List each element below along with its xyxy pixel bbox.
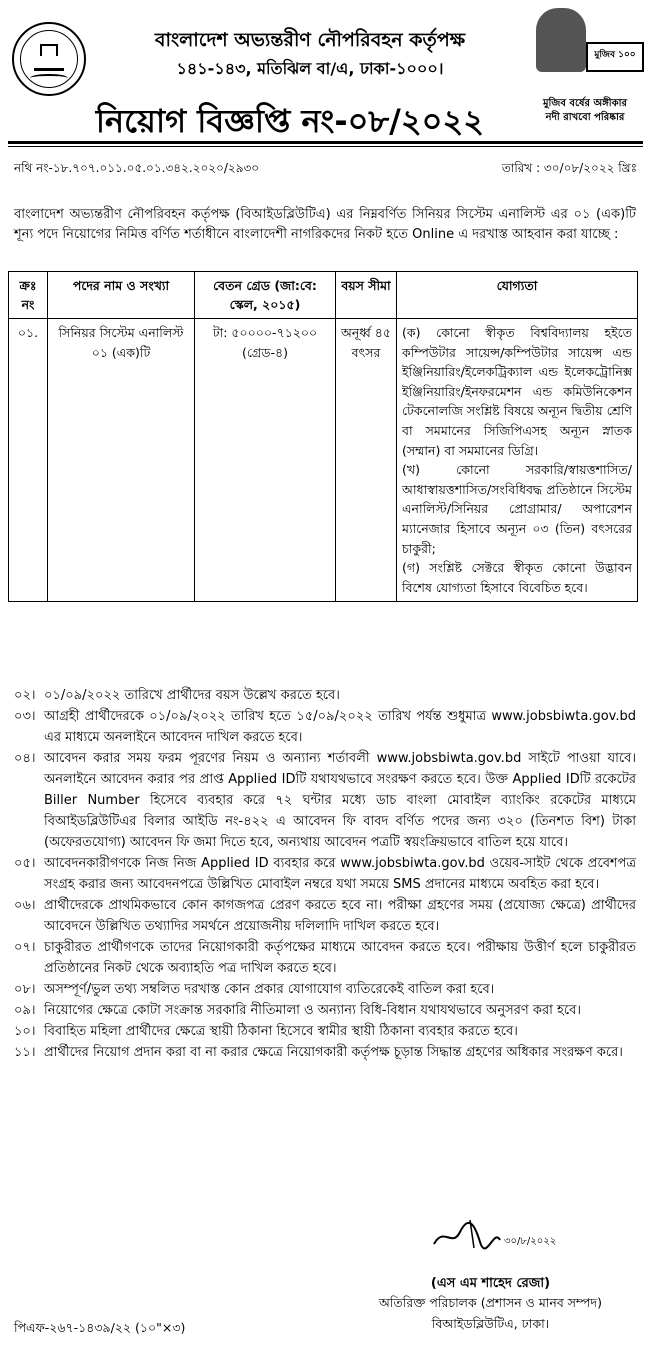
table-header-row [9, 272, 638, 319]
list-item [14, 979, 636, 1000]
wave-icon [30, 74, 68, 82]
list-item [14, 1021, 636, 1042]
cell-age: অনূর্ধ্ব ৪৫ বৎসর [336, 319, 397, 602]
list-item [14, 685, 636, 706]
item-number: ০৬। [14, 898, 36, 913]
item-text: অসম্পূর্ণ/ভুল তথ্য সম্বলিত দরখাস্ত কোন প্রকার যোগাযোগ ব্যতিরেকেই বাতিল করা হবে। [44, 982, 495, 997]
press-reference: পিএফ-২৬৭-১৪৩৯/২২ (১০"×৩) [14, 1320, 186, 1335]
cell-post: সিনিয়র সিস্টেম এনালিস্ট ০১ (এক)টি [48, 319, 195, 602]
qualification-b: (খ) কোনো সরকারি/স্বায়ত্তশাসিত/ আধাস্বায়ত্তশাসিত/সংবিধিবদ্ধ প্রতিষ্ঠানে সিস্টেম এনালিস্ট/সিনিয়র প্রোগ্রামার/ অপারেশন ম্যানেজার হিসাবে অন্যূন ০৩ (তিন) বৎসরের চাকুরী; [402, 462, 632, 556]
item-text: আবেদনকারীগণকে নিজ নিজ Applied ID ব্যবহার করে www.jobsbiwta.gov.bd ওয়েব-সাইট থেকে প্রবেশপত্র সংগ্রহ করার জন্য আবেদনপত্রে উল্লিখিত মোবাইল নম্বরে যথা সময়ে SMS প্রদানের মাধ্যমে অবহিত করা হবে। [44, 856, 636, 892]
header-age: বয়স সীমা [336, 272, 397, 319]
mujib-caption-1: মুজিব বর্ষের অঙ্গীকার [542, 98, 628, 109]
qualification-a: (ক) কোনো স্বীকৃত বিশ্ববিদ্যালয় হইতে কম্পিউটার সায়েন্স/কম্পিউটার সায়েন্স এন্ড ইঞ্জিনিয়ারিং/ইলেকট্রিক্যাল এন্ড ইলেকট্রোনিক্স ইঞ্জিনিয়ারিং/ইনফরমেশন এন্ড কমিউনিকেশন টেকনোলজি সংশ্লিষ্ট বিষয়ে অন্যূন দ্বিতীয় শ্রেণি বা সমমানের সিজিপিএসহ অন্যূন স্নাতক (সম্মান) বা সমমানের ডিগ্রি। [402, 325, 632, 458]
list-item [14, 895, 636, 937]
portrait-image [536, 8, 586, 72]
conditions-list [14, 685, 636, 1063]
org-name: বাংলাদেশ অভ্যন্তরীণ নৌপরিবহন কর্তৃপক্ষ [154, 29, 466, 51]
signature-mark [430, 1218, 557, 1254]
item-number: ০৭। [14, 940, 36, 955]
item-number: ০৪। [14, 751, 36, 766]
title-divider [8, 141, 643, 144]
item-text: বিবাহিত মহিলা প্রার্থীদের ক্ষেত্রে স্থায়ী ঠিকানা হিসেবে স্বামীর স্থায়ী ঠিকানা ব্যবহার করতে হবে। [44, 1024, 518, 1039]
mujib-emblem [528, 8, 644, 94]
header-qualification: যোগ্যতা [397, 272, 638, 319]
cell-qualification [397, 319, 638, 602]
list-item [14, 853, 636, 895]
qualification-c: (গ) সংশ্লিষ্ট সেক্টরে স্বীকৃত কোনো উদ্ভাবন বিশেষ যোগ্যতা হিসাবে বিবেচিত হবে। [402, 560, 632, 595]
item-number: ০২। [14, 688, 36, 703]
header [0, 0, 651, 150]
item-number: ০৯। [14, 1003, 36, 1018]
list-item [14, 937, 636, 979]
ship-icon [34, 54, 64, 71]
header-grade: বেতন গ্রেড (জা:বে: স্কেল, ২০১৫) [195, 272, 336, 319]
item-text: চাকুরীরত প্রার্থীগণকে তাদের নিয়োগকারী কর্তৃপক্ষের মাধ্যমে আবেদন করতে হবে। পরীক্ষায় উত্তীর্ণ হলে চাকুরীরত প্রতিষ্ঠানের নিকট থেকে অব্যাহতি পত্র দাখিল করতে হবে। [44, 940, 636, 976]
item-text: আগ্রহী প্রার্থীদেরকে ০১/০৯/২০২২ তারিখ হতে ১৫/০৯/২০২২ তারিখ পর্যন্ত শুধুমাত্র www.jobsbiwta.gov.bd এর মাধ্যমে অনলাইনে আবেদন দাখিল করতে হবে। [44, 709, 636, 745]
post-table [8, 271, 638, 602]
item-number: ১১। [14, 1045, 36, 1060]
table-row [9, 319, 638, 602]
item-number: ০৫। [14, 856, 36, 871]
list-item [14, 706, 636, 748]
signatory-organization: বিআইডব্লিউটিএ, ঢাকা। [431, 1316, 550, 1331]
mujib-caption-2: নদী রাখবো পরিষ্কার [545, 112, 625, 123]
list-item [14, 1000, 636, 1021]
item-text: ০১/০৯/২০২২ তারিখে প্রার্থীদের বয়স উল্লেখ করতে হবে। [44, 688, 340, 703]
cell-grade: টা: ৫০০০০-৭১২০০ (গ্রেড-৪) [195, 319, 336, 602]
org-address: ১৪১-১৪৩, মতিঝিল বা/এ, ঢাকা-১০০০। [176, 59, 444, 78]
biwta-logo [12, 22, 86, 96]
item-number: ১০। [14, 1024, 36, 1039]
cell-serial: ০১. [9, 319, 48, 602]
item-text: আবেদন করার সময় ফরম পূরণের নিয়ম ও অন্যান্য শর্তাবলী www.jobsbiwta.gov.bd সাইটে পাওয়া যাবে। অনলাইনে আবেদন করার পর প্রাপ্ত Applied IDটি যথাযথভাবে সংরক্ষণ করতে হবে। উক্ত Applied IDটি রকেটের Biller Number হিসেবে ব্যবহার করে ৭২ ঘন্টার মধ্যে ডাচ বাংলা মোবাইল ব্যাংকিং রকেটের মাধ্যমে বিআইডব্লিউটিএর বিলার আইডি নং-৪২২ এ আবেদন ফি বাবদ বর্ণিত পদের জন্য ৩২০ (তিনশত বিশ) টাকা (অফেরতযোগ্য) আবেদন ফি জমা দিতে হবে, অন্যথায় আবেদন পত্রটি স্বয়ংক্রিয়ভাবে বাতিল হয়ে যাবে। [44, 751, 636, 850]
item-text: প্রার্থীদেরকে প্রাথমিকভাবে কোন কাগজপত্র প্রেরণ করতে হবে না। পরীক্ষা গ্রহণের সময় (প্রযোজ্য ক্ষেত্রে) প্রার্থীদের আবেদনে উল্লিখিত তথ্যাদির সমর্থনে প্রয়োজনীয় দলিলাদি দাখিল করতে হবে। [44, 898, 636, 934]
title-divider-thin [8, 146, 643, 147]
item-text: নিয়োগের ক্ষেত্রে কোটা সংক্রান্ত সরকারি নীতিমালা ও অন্যান্য বিধি-বিধান যথাযথভাবে অনুসরণ করা হবে। [44, 1003, 581, 1018]
item-number: ০৮। [14, 982, 36, 997]
list-item [14, 1042, 636, 1063]
header-post: পদের নাম ও সংখ্যা [48, 272, 195, 319]
intro-paragraph: বাংলাদেশ অভ্যন্তরীণ নৌপরিবহন কর্তৃপক্ষ (বিআইডব্লিউটিএ) এর নিম্নবর্ণিত সিনিয়র সিস্টেম এনালিস্ট এর ০১ (এক)টি শূন্য পদে নিয়োগের নিমিত্ত বর্ণিত শর্তাধীনে বাংলাদেশী নাগরিকদের নিকট হতে Online এ দরখাস্ত আহবান করা যাচ্ছে : [14, 207, 636, 242]
list-item [14, 748, 636, 853]
signatory-name: (এস এম শাহেদ রেজা) [430, 1276, 551, 1291]
notice-title: নিয়োগ বিজ্ঞপ্তি নং-০৮/২০২২ [95, 102, 485, 140]
memo-number: নথি নং-১৮.৭০৭.০১১.০৫.০১.৩৪২.২০২০/২৯৩০ [14, 161, 260, 175]
header-serial: ক্রঃ নং [9, 272, 48, 319]
notice-date: তারিখ : ৩০/০৮/২০২২ খ্রিঃ [501, 161, 637, 175]
mujib-badge: মুজিব ১০০ [586, 42, 644, 72]
item-number: ০৩। [14, 709, 36, 724]
item-text: প্রার্থীদের নিয়োগ প্রদান করা বা না করার ক্ষেত্রে নিয়োগকারী কর্তৃপক্ষ চূড়ান্ত সিদ্ধান্ত গ্রহণের অধিকার সংরক্ষণ করে। [44, 1045, 623, 1060]
signature-date: ৩০/৮/২০২২ [504, 1236, 557, 1247]
signatory-designation: অতিরিক্ত পরিচালক (প্রশাসন ও মানব সম্পদ) [379, 1295, 602, 1310]
